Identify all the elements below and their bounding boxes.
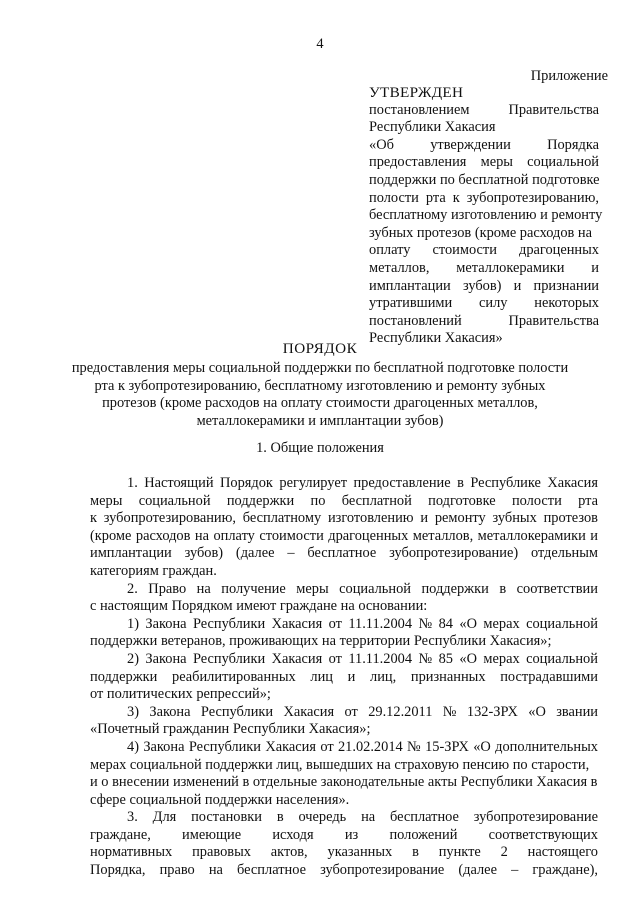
body-word: зубопротезирование)	[389, 545, 519, 562]
approval-word: некоторых	[534, 295, 599, 312]
body-word: «О	[528, 703, 546, 720]
body-word: Республики	[192, 650, 266, 667]
body-word: Настоящий	[144, 475, 214, 491]
approval-word: меры	[480, 154, 513, 171]
body-word: отдельным	[530, 545, 598, 562]
body-word: на	[196, 580, 211, 597]
body-word: пункте	[438, 844, 481, 861]
body-word: граждане),	[532, 862, 598, 879]
approval-word: рта	[425, 189, 446, 206]
body-word: подготовке	[428, 492, 496, 509]
approval-word: оплату	[369, 242, 411, 259]
body-word: зубных	[492, 510, 537, 527]
approval-word: Республики Хакасия»	[369, 330, 503, 347]
body-word: (кроме	[90, 527, 132, 544]
body-word: Республики	[188, 738, 262, 755]
approval-word: металлокерамики	[456, 259, 565, 276]
body-word: ремонту	[434, 510, 486, 527]
body-word: бесплатной	[341, 492, 412, 509]
body-word: 85	[438, 650, 453, 667]
body-word: зубов)	[184, 545, 224, 562]
approval-word: постановлением	[369, 101, 470, 118]
body-word: граждане,	[90, 826, 151, 843]
body-text	[90, 475, 598, 880]
body-word: Закона	[149, 703, 191, 720]
body-word: расходов	[135, 527, 191, 544]
body-word: зубопротезированию,	[103, 510, 236, 527]
body-word: металлов,	[412, 527, 474, 544]
document-title: ПОРЯДОК	[282, 340, 358, 357]
approval-line	[369, 102, 599, 120]
body-word: от	[320, 738, 334, 755]
body-word: Республики	[200, 703, 274, 720]
approval-line	[369, 278, 599, 296]
body-word: социальной	[138, 492, 211, 509]
body-word: оплату	[213, 527, 255, 544]
body-word: 3.	[127, 809, 138, 826]
body-line	[90, 616, 598, 634]
subtitle-line: протезов (кроме расходов на оплату стоимости драгоценных металлов,	[102, 395, 538, 412]
approval-word: Порядка	[547, 136, 599, 153]
body-word: «О	[459, 615, 477, 632]
body-word: полости	[511, 492, 562, 509]
body-word: постановки	[191, 809, 262, 826]
body-word: №	[442, 703, 457, 720]
subtitle-line: предоставления меры социальной поддержки по бесплатной подготовке полости	[71, 360, 569, 376]
body-word: 84	[438, 615, 453, 632]
body-word: правовых	[192, 844, 251, 861]
body-word: «О	[473, 738, 491, 755]
body-line	[90, 581, 598, 599]
body-word: предоставление	[353, 475, 451, 491]
body-word: пострадавшими	[500, 668, 598, 685]
appendix-label: Приложение	[530, 68, 608, 84]
body-line	[90, 528, 598, 546]
body-word: Хакасия	[271, 650, 323, 667]
approval-line	[369, 154, 599, 172]
body-word: 15-ЗРХ	[425, 738, 469, 755]
body-word: от	[344, 703, 358, 720]
section-heading: 1. Общие положения	[256, 440, 384, 456]
body-word: 2)	[127, 650, 139, 667]
body-line	[90, 633, 598, 651]
body-word: исходя	[272, 826, 314, 843]
approval-line	[369, 190, 599, 208]
body-word: поддержки	[226, 492, 295, 509]
body-line	[90, 493, 598, 511]
body-word: 21.02.2014	[337, 738, 403, 755]
body-word: Для	[152, 809, 177, 826]
body-word: –	[287, 545, 295, 562]
body-line	[90, 757, 598, 775]
body-word: с настоящим Порядком имеют граждане на основании:	[90, 598, 428, 615]
approval-word: стоимости	[432, 242, 497, 259]
approval-word: и	[513, 277, 522, 294]
body-word: Хакасия	[283, 703, 335, 720]
body-word: положений	[389, 826, 458, 843]
approval-line	[369, 313, 599, 331]
approval-line	[369, 260, 599, 278]
body-word: 132-ЗРХ	[466, 703, 518, 720]
body-word: и	[347, 668, 356, 685]
approval-word: и	[591, 259, 599, 276]
approval-block	[369, 84, 603, 348]
body-word: бесплатному	[242, 510, 322, 527]
body-word: №	[418, 650, 433, 667]
body-word: регулирует	[279, 475, 347, 491]
body-word: мерах социальной поддержки лиц, вышедших на страховую пенсию по старости,	[90, 756, 590, 773]
body-word: Хакасия	[271, 615, 323, 632]
body-word: на	[361, 809, 376, 826]
body-word: лиц,	[370, 668, 397, 685]
body-line	[90, 862, 598, 880]
body-word: драгоценных	[328, 527, 409, 544]
approval-word: имплантации	[369, 277, 451, 294]
body-word: к	[90, 510, 97, 527]
body-word: на	[208, 862, 223, 879]
body-word: в	[499, 580, 507, 597]
approval-word: зубопротезированию,	[466, 189, 599, 206]
body-word: поддержки	[90, 668, 158, 685]
body-line	[90, 844, 598, 862]
body-word: имплантации	[90, 545, 172, 562]
body-word: №	[407, 738, 421, 755]
body-word: социальной	[339, 580, 411, 597]
body-word: 1)	[127, 615, 139, 632]
approval-word: зубов)	[462, 277, 502, 294]
body-word: металлокерамики	[477, 527, 586, 544]
body-word: Республике	[470, 475, 541, 491]
body-word: нормативных	[90, 844, 173, 861]
approval-word: металлов,	[369, 259, 430, 276]
body-word: «О	[459, 650, 477, 667]
body-word: социальной	[526, 615, 598, 632]
body-word: «Почетный гражданин Республики Хакасия»;	[90, 721, 371, 738]
body-word: право	[159, 862, 195, 879]
approval-line	[369, 137, 599, 155]
body-word: настоящего	[527, 844, 598, 861]
body-word: бесплатное	[237, 862, 306, 879]
body-word: от политических репрессий»;	[90, 686, 271, 703]
approval-word: постановлений	[369, 312, 462, 329]
approval-word: утратившими	[369, 295, 453, 312]
body-word: на	[194, 527, 209, 544]
body-word: 11.11.2004	[348, 650, 413, 667]
body-word: –	[511, 862, 519, 879]
body-word: указанных	[327, 844, 393, 861]
body-word: получение	[221, 580, 286, 597]
body-word: Республики	[192, 615, 266, 632]
body-word: из	[344, 826, 359, 843]
approval-line	[369, 207, 603, 225]
body-line	[90, 809, 598, 827]
body-line	[90, 704, 598, 722]
body-word: дополнительных	[495, 738, 598, 755]
body-word: в	[412, 844, 419, 861]
body-word: Хакасия	[265, 738, 316, 755]
body-word: зубопротезирование	[320, 862, 445, 879]
approval-line	[369, 295, 599, 313]
body-word: соответствующих	[488, 826, 598, 843]
body-word: соответствии	[516, 580, 598, 597]
body-word: меры	[90, 492, 123, 509]
body-line	[90, 792, 598, 810]
body-word: категориям граждан.	[90, 562, 217, 579]
approved-heading: УТВЕРЖДЕН	[369, 84, 464, 101]
body-word: Порядка,	[90, 862, 146, 879]
body-word: социальной	[526, 650, 598, 667]
approval-word: предоставления	[369, 154, 467, 171]
body-line	[90, 721, 598, 739]
body-word: меры	[296, 580, 329, 597]
body-line	[90, 827, 598, 845]
body-word: №	[418, 615, 433, 632]
body-line	[90, 598, 598, 616]
approval-text	[369, 101, 603, 348]
body-word: 4)	[127, 738, 139, 755]
approval-word: «Об	[369, 136, 394, 153]
approval-word: Правительства	[508, 312, 599, 329]
approval-word: Правительства	[508, 101, 599, 118]
body-word: в	[457, 475, 464, 491]
approval-word: Республики Хакасия	[369, 119, 496, 136]
approval-word: социальной	[527, 154, 599, 171]
body-word: сфере социальной поддержки населения».	[90, 791, 350, 808]
body-word: Закона	[143, 738, 185, 755]
body-word: протезов	[543, 510, 598, 527]
page-number: 4	[316, 36, 324, 52]
body-word: поддержки	[421, 580, 489, 597]
approval-word: зубных протезов (кроме расходов на	[369, 224, 593, 241]
body-word: от	[328, 650, 342, 667]
body-word: от	[328, 615, 342, 632]
body-word: имеющие	[182, 826, 242, 843]
approval-word: к	[452, 189, 460, 206]
body-word: звании	[556, 703, 598, 720]
approval-line	[369, 242, 599, 260]
body-word: рта	[578, 492, 598, 509]
body-line	[90, 739, 598, 757]
approval-word: силу	[479, 295, 508, 312]
approval-word: поддержки по бесплатной подготовке	[369, 171, 600, 188]
body-word: зубопротезирование	[473, 809, 598, 826]
body-word: признанных	[410, 668, 486, 685]
body-word: (далее	[458, 862, 497, 879]
body-word: 11.11.2004	[348, 615, 413, 632]
body-word: Закона	[145, 615, 187, 632]
approval-word: утверждении	[430, 136, 511, 153]
body-word: Право	[148, 580, 187, 597]
body-line	[90, 651, 598, 669]
body-word: и	[420, 510, 429, 527]
body-word: очередь	[298, 809, 347, 826]
body-word: по	[310, 492, 326, 509]
body-line	[90, 774, 598, 792]
document-subtitle	[0, 360, 640, 430]
approval-word: признании	[533, 277, 599, 294]
approval-word: полости	[369, 189, 419, 206]
body-word: мерах	[483, 615, 520, 632]
body-line	[90, 669, 598, 687]
body-word: стоимости	[259, 527, 324, 544]
approval-word: драгоценных	[519, 242, 599, 259]
body-word: актов,	[270, 844, 308, 861]
approval-line	[369, 172, 599, 190]
body-word: бесплатное	[390, 809, 459, 826]
approval-line	[369, 119, 599, 137]
body-word: бесплатное	[307, 545, 377, 562]
subtitle-line: металлокерамики и имплантации зубов)	[196, 412, 444, 429]
body-line	[90, 563, 598, 581]
body-line	[90, 545, 598, 563]
body-word: реабилитированных	[172, 668, 296, 685]
body-word: поддержки ветеранов, проживающих на территории Республики Хакасия»;	[90, 633, 552, 650]
body-word: 2.	[127, 580, 138, 597]
body-word: Порядок	[220, 475, 273, 491]
body-line	[90, 686, 598, 704]
body-word: в	[276, 809, 284, 826]
approval-line	[369, 225, 599, 243]
body-word: лиц	[310, 668, 333, 685]
body-word: изготовлению	[327, 510, 414, 527]
body-line	[90, 510, 598, 528]
body-word: и	[590, 527, 598, 544]
subtitle-line: рта к зубопротезированию, бесплатному изготовлению и ремонту зубных	[94, 377, 546, 394]
body-word: и о внесении изменений в отдельные законодательные акты Республики Хакасия в	[90, 774, 598, 791]
body-word: 3)	[127, 703, 139, 720]
approval-word: бесплатному изготовлению и ремонту	[369, 207, 603, 224]
body-word: 1.	[127, 475, 138, 491]
body-word: Закона	[145, 650, 187, 667]
body-word: 2	[500, 844, 508, 861]
body-word: 29.12.2011	[368, 703, 433, 720]
body-line	[90, 475, 598, 493]
body-word: мерах	[483, 650, 520, 667]
body-word: Хакасия	[547, 475, 598, 491]
body-word: (далее	[235, 545, 275, 562]
